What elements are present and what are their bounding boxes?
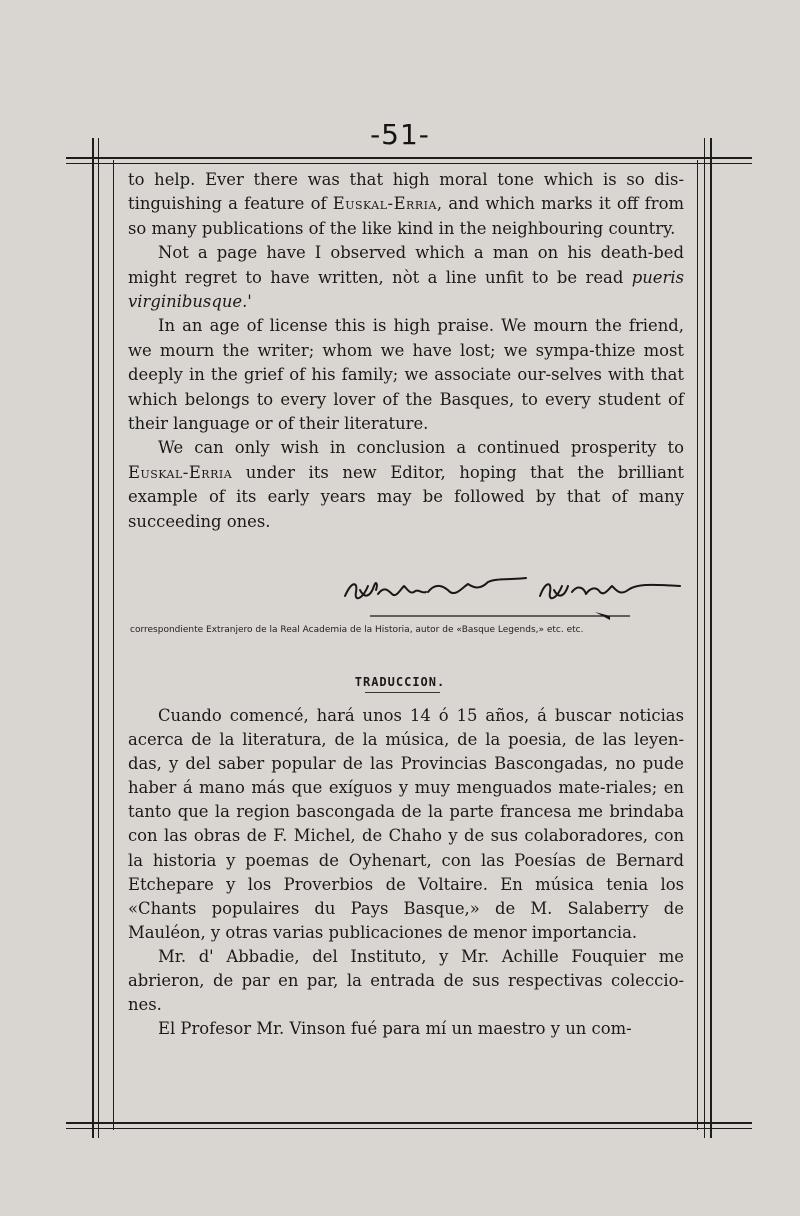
english-paragraph-3: In an age of license this is high praise. We mourn the friend, we mourn the writer; whom we have lost; we sympa-thize most deeply in the grief of his family; we associate our-selves with that which belongs to every lover of the Basques, to every student of their language or of their literature. bbox=[128, 316, 684, 434]
english-paragraph-1: to help. Ever there was that high moral tone which is so dis-tinguishing a feature of Euskal-Erria, and which marks it off from so many publications of the like kind in the neighbouring country. bbox=[128, 170, 684, 238]
author-note: correspondiente Extranjero de la Real Academia de la Historia, autor de «Basque Legends,» etc. etc. bbox=[130, 625, 584, 635]
english-paragraph-4: We can only wish in conclusion a continued prosperity to Euskal-Erria under its new Editor, hoping that the brilliant example of its early years may be followed by that of many succeeding ones. bbox=[128, 438, 684, 531]
page-number: -51- bbox=[370, 118, 430, 151]
spanish-paragraph-3: El Profesor Mr. Vinson fué para mí un maestro y un com- bbox=[158, 1019, 632, 1039]
title-underline bbox=[365, 692, 440, 693]
journal-name: Euskal-Erria bbox=[332, 194, 437, 214]
left-rule-inner-2 bbox=[113, 160, 114, 1130]
right-rule-inner-2 bbox=[697, 160, 698, 1130]
bottom-rule-outer bbox=[66, 1122, 752, 1124]
top-rule-inner bbox=[66, 163, 752, 164]
top-rule-outer bbox=[66, 157, 752, 159]
latin-phrase: pueris virginibusque.' bbox=[128, 267, 684, 312]
spanish-paragraph-2: Mr. d' Abbadie, del Instituto, y Mr. Achille Fouquier me abrieron, de par en par, la entrada de sus respectivas coleccio-nes. bbox=[128, 946, 684, 1015]
english-paragraph-2: Not a page have I observed which a man on his death-bed might regret to have written, nòt a line unfit to be read pueris virginibusque.' bbox=[128, 243, 684, 312]
section-title: TRADUCCION. bbox=[354, 675, 446, 689]
right-rule-inner bbox=[704, 138, 705, 1138]
bottom-rule-inner bbox=[66, 1128, 752, 1129]
spanish-paragraph-1: Cuando comencé, hará unos 14 ó 15 años, á buscar noticias acerca de la literatura, de la música, de la poesia, de las leyen-das, y del saber popular de las Provincias Bascongadas, no pude haber á mano más que exíguos y muy menguados mate-riales; en tanto que la region bascongada de la parte francesa me brindaba con las obras de F. Michel, de Chaho y de sus colaboradores, con la historia y poemas de Oyhenart, con las Poesías de Bernard Etchepare y los Proverbios de Voltaire. En música tenia los «Chants populaires du Pays Basque,» de M. Salaberry de Mauléon, y otras varias publicaciones de menor importancia. bbox=[128, 706, 684, 942]
journal-name: Euskal-Erria bbox=[128, 462, 233, 482]
handwritten-signature bbox=[340, 572, 690, 632]
spanish-text bbox=[128, 704, 684, 1041]
right-rule-outer bbox=[710, 138, 712, 1138]
english-text bbox=[128, 168, 684, 534]
left-rule-inner bbox=[98, 138, 99, 1138]
left-rule-outer bbox=[92, 138, 94, 1138]
